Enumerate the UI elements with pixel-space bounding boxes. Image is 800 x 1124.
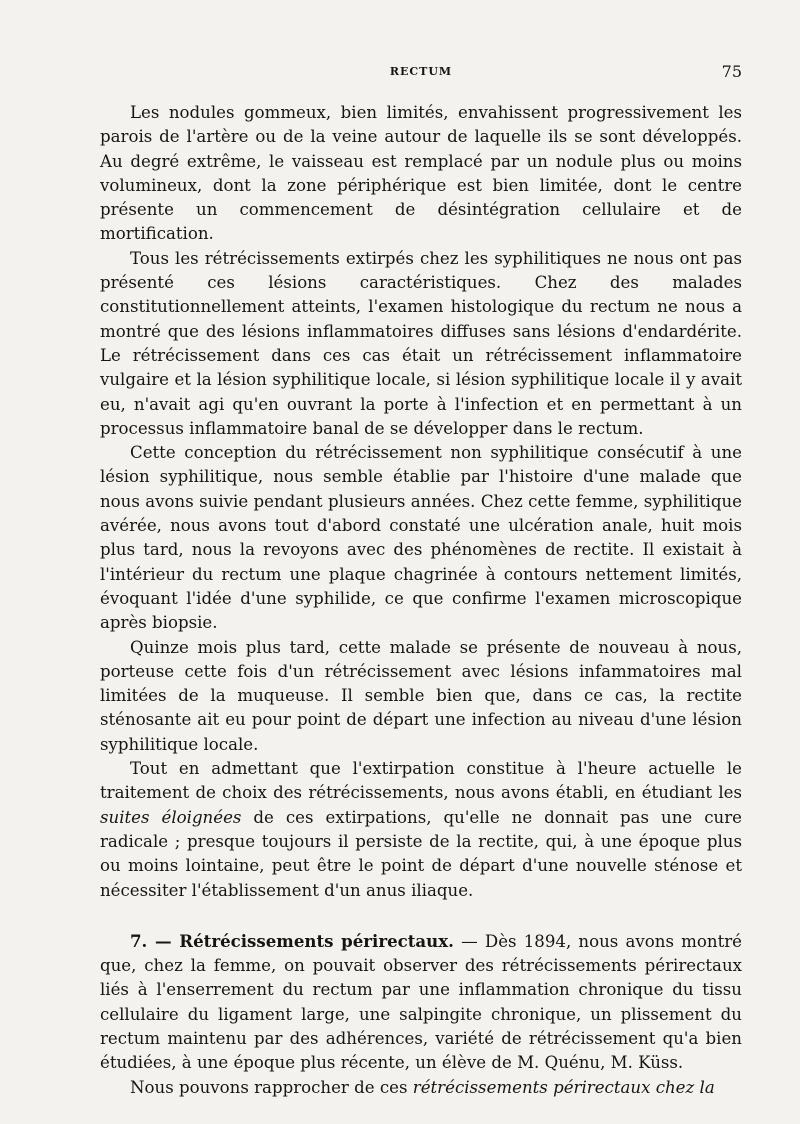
paragraph-5-text-a: Tout en admettant que l'extirpation constitue à l'heure actuelle le traitement de choix des rétrécissements, nous avons établi, en étudiant les xyxy=(100,759,742,803)
paragraph-5 xyxy=(100,757,742,903)
running-title: RECTUM xyxy=(389,65,453,78)
paragraph-6-text: — Dès 1894, nous avons montré que, chez la femme, on pouvait observer des rétrécissements périrectaux liés à l'enserrement du rectum par une inflammation chronique du tissu cellulaire du ligament large, une salpingite chronique, un plissement du rectum maintenu par des adhérences, variété de rétrécissement qu'a bien étudiées, à une époque plus récente, un élève de M. Quénu, M. Küss. xyxy=(100,931,742,1073)
paragraph-6 xyxy=(100,929,742,1076)
body-text xyxy=(100,101,742,1100)
section-heading: 7. — Rétrécissements périrectaux. xyxy=(130,930,454,951)
paragraph-1: Les nodules gommeux, bien limités, envahissent progressivement les parois de l'artère ou de la veine autour de laquelle ils se sont développés. Au degré extrême, le vaisseau est remplacé par un nodule plus ou moins volumineux, dont la zone périphérique est bien limitée, dont le centre présente un commencement de désintégration cellulaire et de mortification. xyxy=(100,103,742,244)
paragraph-4: Quinze mois plus tard, cette malade se présente de nouveau à nous, porteuse cette fois d'un rétrécissement avec lésions infammatoires mal limitées de la muqueuse. Il semble bien que, dans ce cas, la rectite sténosante ait eu pour point de départ une infection au niveau d'une lésion syphilitique locale. xyxy=(100,637,742,754)
paragraph-5-text-b: de ces extirpations, qu'elle ne donnait pas une cure radicale ; presque toujours il persiste de la rectite, qui, à une époque plus ou moins lointaine, peut être le point de départ d'une nouvelle sténose et nécessiter l'établissement d'un anus iliaque. xyxy=(100,807,742,900)
paragraph-7-emphasis: rétrécissements périrectaux chez la xyxy=(412,1077,715,1097)
paragraph-2: Tous les rétrécissements extirpés chez les syphilitiques ne nous ont pas présenté ces lésions caractéristiques. Chez des malades constitutionnellement atteints, l'examen histologique du rectum ne nous a montré que des lésions inflammatoires diffuses sans lésions d'endardérite. Le rétrécissement dans ces cas était un rétrécissement inflammatoire vulgaire et la lésion syphilitique locale, si lésion syphilitique locale il y avait eu, n'avait agi qu'en ouvrant la porte à l'infection et en permettant à un processus inflammatoire banal de se développer dans le rectum. xyxy=(100,248,742,438)
paragraph-7 xyxy=(100,1076,742,1100)
page-number: 75 xyxy=(721,62,742,81)
paragraph-3: Cette conception du rétrécissement non syphilitique consécutif à une lésion syphilitique, nous semble établie par l'histoire d'une malade que nous avons suivie pendant plusieurs années. Chez cette femme, syphilitique avérée, nous avons tout d'abord constaté une ulcération anale, huit mois plus tard, nous la revoyons avec des phénomènes de rectite. Il existait à l'intérieur du rectum une plaque chagrinée à contours nettement limités, évoquant l'idée d'une syphilide, ce que confirme l'examen microscopique après biopsie. xyxy=(100,443,742,633)
running-header xyxy=(100,62,742,82)
paragraph-7-text: Nous pouvons rapprocher de ces xyxy=(130,1077,413,1097)
section-gap xyxy=(100,903,742,929)
paragraph-5-emphasis: suites éloignées xyxy=(100,807,242,827)
